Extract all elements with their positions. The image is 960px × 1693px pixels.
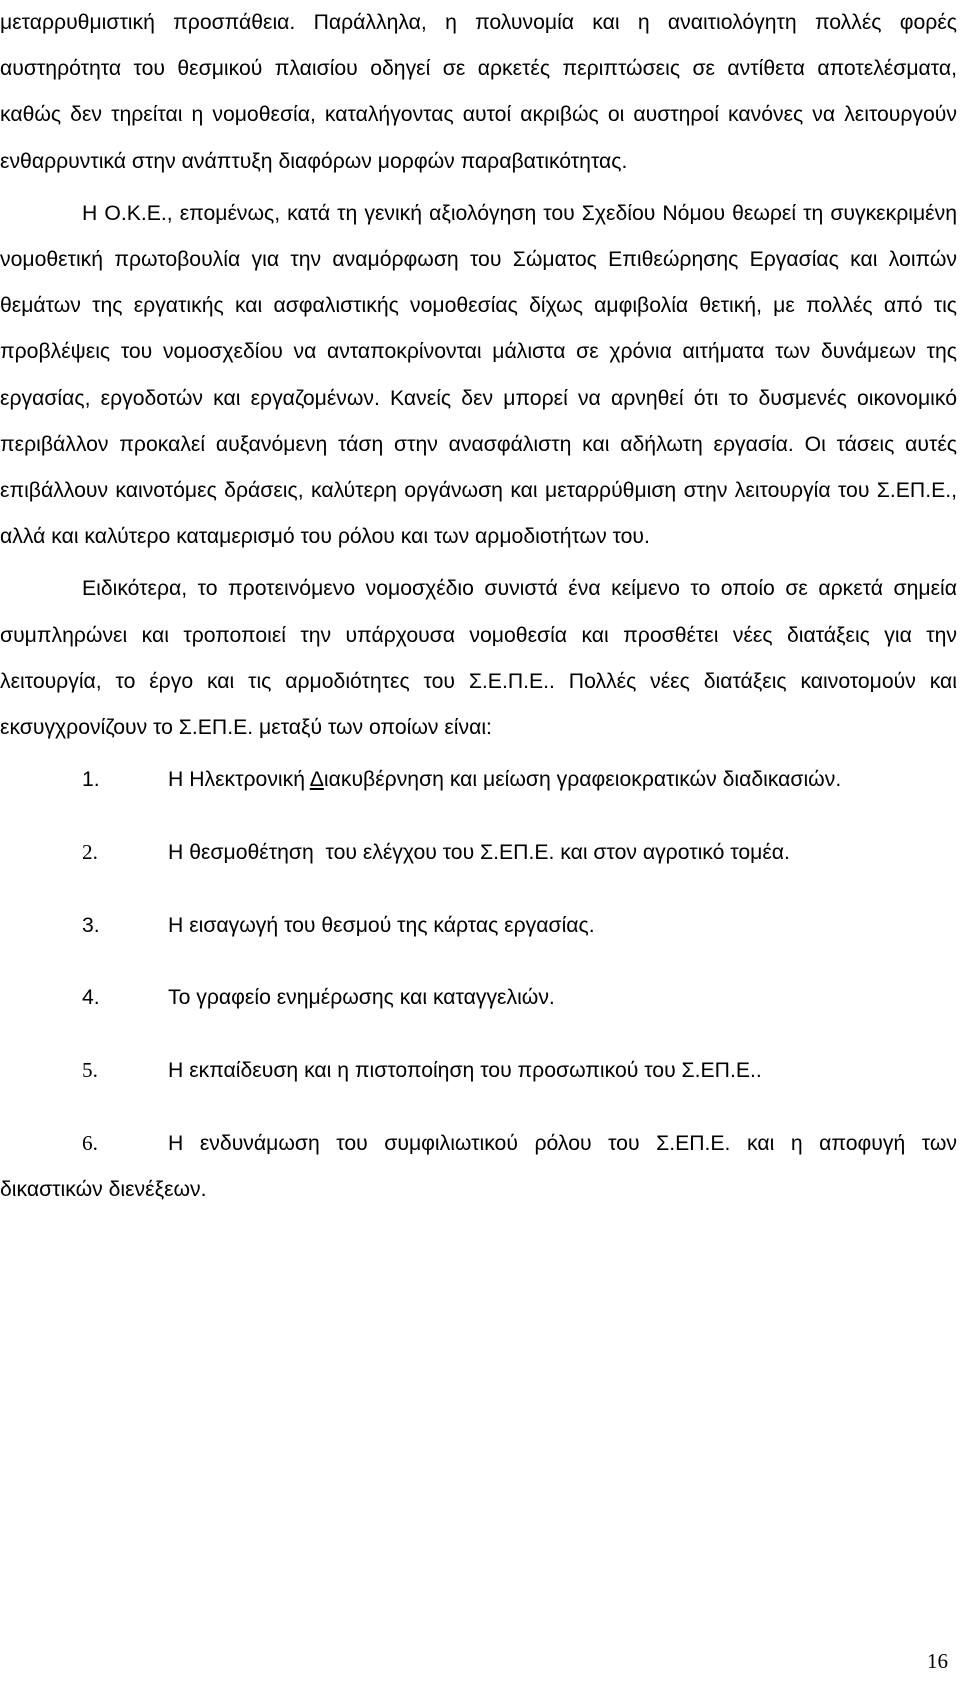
list-item-5 [0,1047,957,1094]
list-text: Η εκπαίδευση και η πιστοποίηση του προσωπικού του Σ.ΕΠ.Ε.. [168,1059,762,1083]
list-number: 1. [82,768,100,792]
page-number: 16 [927,1649,948,1673]
list-number: 3. [82,913,100,937]
paragraph-1: μεταρρυθμιστική προσπάθεια. Παράλληλα, η πολυνομία και η αναιτιολόγητη πολλές φορές αυστηρότητα του θεσμικού πλαισίου οδηγεί σε αρκετές περιπτώσεις σε αντίθετα αποτελέσματα, καθώς δεν τηρείται η νομοθεσία, καταλήγοντας αυτοί ακριβώς οι αυστηροί κανόνες να λειτουργούν ενθαρρυντικά στην ανάπτυξη διαφόρων μορφών παραβατικότητας. [0,11,957,173]
list-text: Η εισαγωγή του θεσμού της κάρτας εργασίας. [168,913,595,937]
paragraph-3: Ειδικότερα, το προτεινόμενο νομοσχέδιο συνιστά ένα κείμενο το οποίο σε αρκετά σημεία συμπληρώνει και τροποποιεί την υπάρχουσα νομοθεσία και προσθέτει νέες διατάξεις για την λειτουργία, το έργο και τις αρμοδιότητες του Σ.Ε.Π.Ε.. Πολλές νέες διατάξεις καινοτομούν και εκσυγχρονίζουν το Σ.ΕΠ.Ε. μεταξύ των οποίων είναι: [0,577,957,740]
list-item-2 [0,829,957,876]
list-number: 5. [82,1058,98,1083]
list-text-underlined: Δ [309,768,324,792]
list-item-4 [0,975,957,1021]
list-item-6 [0,1120,957,1213]
list-text: Η ενδυνάμωση του συμφιλιωτικού ρόλου του Σ.ΕΠ.Ε. και η αποφυγή των δικαστικών διενέξεων. [0,1132,957,1202]
list-number: 4. [82,985,100,1009]
list-text: Η θεσμοθέτηση του ελέγχου του Σ.ΕΠ.Ε. και στον αγροτικό τομέα. [168,841,790,865]
paragraph-2: Η Ο.Κ.Ε., επομένως, κατά τη γενική αξιολόγηση του Σχεδίου Νόμου θεωρεί τη συγκεκριμένη νομοθετική πρωτοβουλία για την αναμόρφωση του Σώματος Επιθεώρησης Εργασίας και λοιπών θεμάτων της εργατικής και ασφαλιστικής νομοθεσίας δίχως αμφιβολία θετική, με πολλές από τις προβλέψεις του νομοσχεδίου να ανταποκρίνονται μάλιστα σε χρόνια αιτήματα των δυνάμεων της εργασίας, εργοδοτών και εργαζομένων. Κανείς δεν μπορεί να αρνηθεί ότι το δυσμενές οικονομικό περιβάλλον προκαλεί αυξανόμενη τάση στην ανασφάλιστη και αδήλωτη εργασία. Οι τάσεις αυτές επιβάλλουν καινοτόμες δράσεις, καλύτερη οργάνωση και μεταρρύθμιση στην λειτουργία του Σ.ΕΠ.Ε., αλλά και καλύτερο καταμερισμό του ρόλου και των αρμοδιοτήτων του. [0,201,957,549]
list-number: 2. [82,840,98,865]
list-text: ιακυβέρνηση και μείωση γραφειοκρατικών διαδικασιών. [323,768,842,792]
list-text: Το γραφείο ενημέρωσης και καταγγελιών. [168,985,555,1009]
list-item-3 [0,903,957,949]
list-item-1 [0,757,957,803]
list-number: 6. [82,1131,98,1156]
list-text: Η Ηλεκτρονική [168,768,310,792]
